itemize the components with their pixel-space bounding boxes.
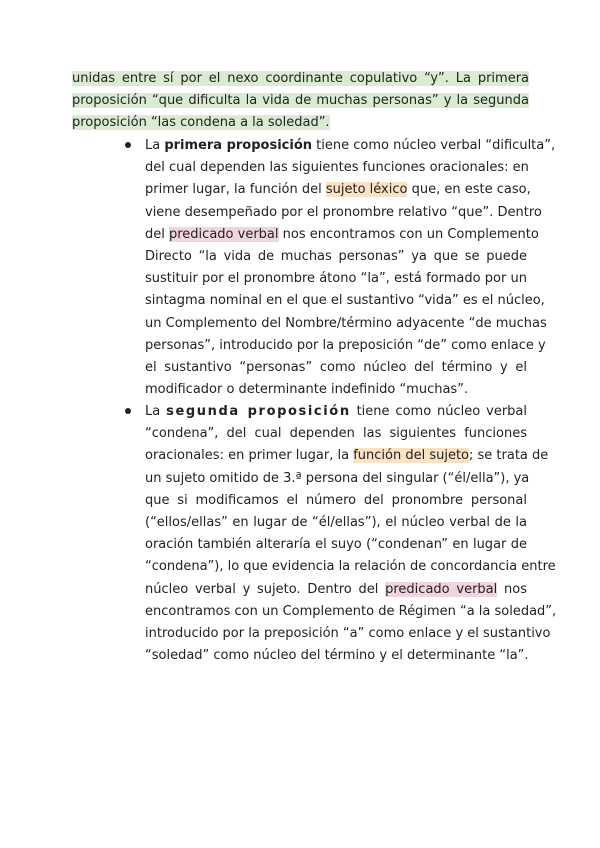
bullet-line: viene desempeñado por el pronombre relativo “que”. Dentro	[145, 204, 542, 220]
bullet-dot	[125, 142, 131, 148]
bullet-line: oración también alteraría el suyo (“condenan” en lugar de	[145, 537, 527, 553]
intro-text-highlight: proposición “las condena a la soledad”.	[72, 115, 330, 131]
text-run: ; se trata de	[469, 448, 549, 464]
text-run: oracionales: en primer lugar, la	[145, 448, 354, 464]
bullet-line: “condena”, del cual dependen las siguientes funciones	[145, 426, 527, 442]
intro-text-highlight: unidas entre sí por el nexo coordinante copulativo “y”. La primera	[72, 71, 529, 86]
bullet-line: que si modificamos el número del pronombre personal	[145, 492, 527, 508]
bullet-line: “condena”), lo que evidencia la relación de concordancia entre	[145, 559, 556, 575]
bullet-line	[145, 445, 549, 467]
bullet-line: personas”, introducido por la preposición “de” como enlace y	[145, 337, 546, 353]
bullet-line: un Complemento del Nombre/término adyacente “de muchas	[145, 315, 547, 331]
bullet-line: sintagma nominal en el que el sustantivo “vida” es el núcleo,	[145, 293, 545, 309]
intro-line	[72, 90, 529, 112]
bold-term: primera proposición	[164, 138, 313, 153]
bullet-dot	[125, 408, 131, 414]
text-run: tiene como núcleo verbal	[350, 404, 527, 419]
bullet-line	[145, 401, 527, 423]
intro-line	[72, 68, 529, 90]
intro-text-highlight: proposición “que dificulta la vida de muchas personas” y la segunda	[72, 93, 529, 109]
bullet-line: del cual dependen las siguientes funciones oracionales: en	[145, 160, 529, 176]
text-run: La	[145, 404, 167, 419]
highlight-predicado-verbal: predicado verbal	[169, 226, 279, 242]
text-run: nos encontramos con un Complemento	[278, 226, 539, 242]
bullet-line: el sustantivo “personas” como núcleo del término y el	[145, 359, 527, 375]
bullet-line: modificador o determinante indefinido “muchas”.	[145, 382, 469, 398]
highlight-sujeto-lexico: sujeto léxico	[325, 182, 408, 198]
text-run: que, en este caso,	[407, 182, 531, 198]
text-run: primer lugar, la función del	[145, 182, 326, 198]
text-run: La	[145, 138, 165, 153]
intro-paragraph	[72, 68, 529, 135]
highlight-funcion-del-sujeto: función del sujeto	[353, 448, 469, 464]
bullet-line	[145, 135, 556, 157]
bullet-item-primera-proposicion	[145, 135, 556, 401]
bold-term: segunda proposición	[166, 404, 351, 419]
bullet-line: encontramos con un Complemento de Régimen “a la soledad”,	[145, 603, 557, 619]
text-run: nos	[497, 581, 527, 597]
text-run: del	[145, 226, 169, 242]
text-run: núcleo verbal y sujeto. Dentro del	[145, 581, 386, 597]
bullet-line: (“ellos/ellas” en lugar de “él/ellas”), el núcleo verbal de la	[145, 514, 527, 530]
bullet-line	[145, 579, 527, 601]
bullet-line: sustituir por el pronombre átono “la”, está formado por un	[145, 271, 527, 287]
bullet-line: Directo “la vida de muchas personas” ya que se puede	[145, 248, 527, 264]
bullet-line	[145, 224, 539, 246]
text-run: tiene como núcleo verbal “dificulta”,	[312, 138, 556, 153]
bullet-line: introducido por la preposición “a” como enlace y el sustantivo	[145, 625, 551, 641]
bullet-line	[145, 179, 531, 201]
bullet-item-segunda-proposicion	[145, 401, 557, 667]
intro-line	[72, 112, 529, 134]
bullet-line: un sujeto omitido de 3.ª persona del singular (“él/ella”), ya	[145, 470, 530, 486]
bullet-line: “soledad” como núcleo del término y el determinante “la”.	[145, 648, 529, 664]
highlight-predicado-verbal: predicado verbal	[385, 581, 498, 597]
